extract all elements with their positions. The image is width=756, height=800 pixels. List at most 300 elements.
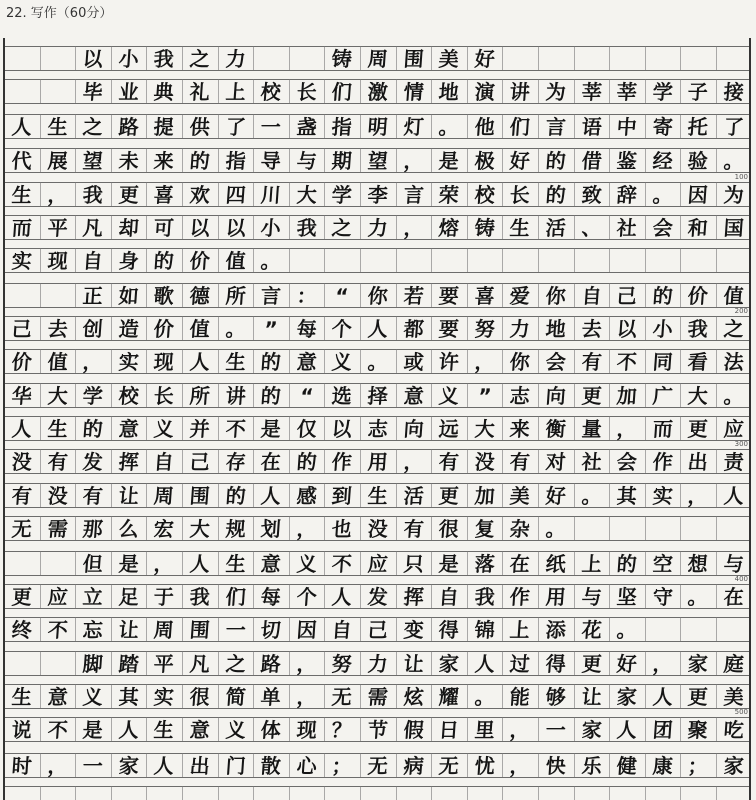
grid-cell-divider (609, 46, 610, 70)
handwritten-character: 好 (616, 651, 638, 676)
handwritten-character: 美 (438, 46, 460, 71)
grid-cell-divider (716, 46, 717, 70)
handwritten-character: 我 (82, 182, 104, 207)
handwritten-character: 义 (224, 717, 247, 742)
handwritten-character: 以 (188, 215, 211, 240)
handwritten-character: 言 (260, 283, 282, 308)
handwritten-character: 远 (438, 416, 460, 441)
handwritten-character: 。 (616, 617, 638, 642)
handwritten-character: 都 (402, 316, 425, 341)
handwritten-character: 更 (687, 684, 710, 709)
handwritten-character: 很 (188, 684, 211, 709)
handwritten-character: 挥 (117, 449, 140, 474)
handwritten-character: 广 (651, 383, 674, 408)
handwritten-character: 花 (580, 617, 603, 642)
handwritten-character: 终 (10, 617, 33, 642)
handwritten-character: ， (295, 516, 318, 541)
handwritten-character: 人 (153, 753, 176, 778)
handwritten-character: 生 (153, 717, 176, 742)
handwritten-character: 变 (402, 617, 425, 642)
handwritten-character: 有 (82, 483, 104, 508)
word-count-marker: 200 (734, 307, 748, 315)
handwritten-character: 责 (722, 449, 745, 474)
grid-cell-divider (609, 516, 610, 540)
handwritten-character: 是 (117, 551, 140, 576)
handwritten-character: 有 (509, 449, 532, 474)
handwritten-character: 散 (260, 753, 282, 778)
handwritten-character: 脚 (82, 651, 104, 676)
handwritten-character: 为 (722, 182, 745, 207)
handwritten-character: 未 (117, 148, 140, 173)
grid-cell-divider (75, 786, 76, 800)
handwritten-character: 长 (509, 182, 532, 207)
handwritten-character: 我 (687, 316, 710, 341)
handwritten-character: 量 (580, 416, 603, 441)
handwritten-character: 讲 (224, 383, 247, 408)
handwritten-character: ， (46, 182, 69, 207)
handwritten-character: 的 (260, 349, 282, 374)
handwritten-character: 忘 (82, 617, 104, 642)
handwritten-character: 个 (331, 316, 354, 341)
handwritten-character: 社 (580, 449, 603, 474)
handwritten-character: 更 (580, 651, 603, 676)
grid-cell-divider (538, 46, 539, 70)
handwritten-character: 李 (366, 182, 389, 207)
handwritten-character: 有 (10, 483, 33, 508)
handwritten-character: 吃 (722, 717, 745, 742)
handwritten-character: 好 (544, 483, 567, 508)
grid-cell-divider (716, 617, 717, 641)
handwritten-character: 要 (438, 316, 460, 341)
handwritten-character: ； (331, 753, 354, 778)
handwritten-character: 也 (331, 516, 354, 541)
grid-cell-divider (680, 46, 681, 70)
handwritten-character: 生 (224, 349, 247, 374)
handwritten-character: 自 (153, 449, 176, 474)
handwritten-character: 来 (509, 416, 532, 441)
grid-line (3, 272, 750, 273)
handwritten-character: 对 (544, 449, 567, 474)
grid-cell-divider (645, 786, 646, 800)
handwritten-character: 每 (295, 316, 318, 341)
handwritten-character: 没 (10, 449, 33, 474)
handwritten-character: 凡 (82, 215, 104, 240)
handwritten-character: 美 (509, 483, 532, 508)
handwritten-character: 活 (544, 215, 567, 240)
handwritten-character: 让 (402, 651, 425, 676)
handwritten-character: 聚 (687, 717, 710, 742)
handwritten-character: 用 (544, 584, 567, 609)
handwritten-character: 造 (117, 316, 140, 341)
handwritten-character: 应 (366, 551, 389, 576)
question-header: 22. 写作（60分） (6, 6, 113, 21)
handwritten-character: 更 (687, 416, 710, 441)
handwritten-character: 所 (224, 283, 247, 308)
handwritten-character: 借 (580, 148, 603, 173)
handwritten-character: 不 (46, 717, 69, 742)
handwritten-character: 灯 (402, 114, 425, 139)
handwritten-character: 家 (117, 753, 140, 778)
handwritten-character: 价 (687, 283, 710, 308)
handwritten-character: 演 (473, 79, 496, 104)
handwritten-character: ， (295, 684, 318, 709)
grid-cell-divider (680, 786, 681, 800)
handwritten-character: 不 (224, 416, 247, 441)
grid-cell-divider (716, 516, 717, 540)
handwritten-character: 需 (46, 516, 69, 541)
handwritten-character: 的 (544, 182, 567, 207)
handwritten-character: 围 (188, 617, 211, 642)
handwritten-character: 没 (46, 483, 69, 508)
handwritten-character: 而 (651, 416, 674, 441)
handwritten-character: 是 (82, 717, 104, 742)
grid-cell-divider (396, 248, 397, 272)
word-count-marker: 500 (734, 708, 748, 716)
handwritten-character: 身 (117, 248, 140, 273)
handwritten-character: 以 (82, 46, 104, 71)
handwritten-character: 么 (117, 516, 140, 541)
handwritten-character: 是 (438, 148, 460, 173)
handwritten-character: 了 (722, 114, 745, 139)
grid-cell-divider (146, 786, 147, 800)
handwritten-character: 接 (722, 79, 745, 104)
handwritten-character: 有 (402, 516, 425, 541)
handwritten-character: ” (477, 383, 493, 408)
handwritten-character: 校 (117, 383, 140, 408)
handwritten-character: 价 (188, 248, 211, 273)
handwritten-character: 意 (260, 551, 282, 576)
handwritten-character: 致 (580, 182, 603, 207)
handwritten-character: 应 (722, 416, 745, 441)
handwritten-character: 因 (295, 617, 318, 642)
grid-cell-divider (538, 248, 539, 272)
handwritten-character: ： (295, 283, 318, 308)
handwritten-character: 期 (331, 148, 354, 173)
handwritten-character: 人 (117, 717, 140, 742)
handwritten-character: 值 (188, 316, 211, 341)
handwritten-character: 。 (224, 316, 247, 341)
handwritten-character: 以 (616, 316, 638, 341)
handwritten-character: 言 (402, 182, 425, 207)
grid-cell-divider (396, 786, 397, 800)
handwritten-character: 假 (402, 717, 425, 742)
grid-cell-divider (218, 786, 219, 800)
handwritten-character: 看 (687, 349, 710, 374)
handwritten-character: 因 (687, 182, 710, 207)
handwritten-character: 过 (509, 651, 532, 676)
handwritten-character: 无 (438, 753, 460, 778)
handwritten-character: 作 (651, 449, 674, 474)
handwritten-character: 日 (438, 717, 460, 742)
handwritten-character: 不 (46, 617, 69, 642)
handwritten-character: 意 (46, 684, 69, 709)
handwritten-character: 长 (153, 383, 176, 408)
grid-cell-divider (324, 786, 325, 800)
handwritten-character: 们 (509, 114, 532, 139)
handwritten-character: 体 (260, 717, 282, 742)
handwritten-character: 时 (10, 753, 33, 778)
handwritten-character: 人 (188, 349, 211, 374)
grid-cell-divider (538, 786, 539, 800)
grid-cell-divider (40, 46, 41, 70)
handwritten-character: 会 (651, 215, 674, 240)
handwritten-character: 意 (402, 383, 425, 408)
handwritten-character: ， (402, 449, 425, 474)
grid-cell-divider (574, 46, 575, 70)
handwritten-character: 却 (117, 215, 140, 240)
handwritten-character: 忧 (473, 753, 496, 778)
handwritten-character: 。 (544, 516, 567, 541)
grid-cell-divider (289, 46, 290, 70)
handwritten-character: 义 (82, 684, 104, 709)
handwritten-character: 能 (509, 684, 532, 709)
handwritten-character: 生 (10, 182, 33, 207)
handwritten-character: 不 (331, 551, 354, 576)
handwritten-character: 自 (82, 248, 104, 273)
handwritten-character: 礼 (188, 79, 211, 104)
handwritten-character: 每 (260, 584, 282, 609)
handwritten-character: 荣 (438, 182, 460, 207)
handwritten-character: 自 (438, 584, 460, 609)
handwritten-character: 坚 (616, 584, 638, 609)
handwritten-character: ， (616, 416, 638, 441)
handwritten-character: 小 (260, 215, 282, 240)
handwritten-character: 到 (331, 483, 354, 508)
handwritten-character: 值 (722, 283, 745, 308)
handwritten-character: 切 (260, 617, 282, 642)
handwritten-character: 寄 (651, 114, 674, 139)
grid-cell-divider (502, 248, 503, 272)
handwritten-character: 熔 (438, 215, 460, 240)
handwritten-character: 的 (153, 248, 176, 273)
handwritten-character: 莘 (580, 79, 603, 104)
handwritten-character: 选 (331, 383, 354, 408)
handwritten-character: 的 (544, 148, 567, 173)
handwritten-character: 发 (82, 449, 104, 474)
handwritten-character: 、 (580, 215, 603, 240)
grid-cell-divider (40, 79, 41, 103)
handwritten-character: 同 (651, 349, 674, 374)
handwritten-character: 。 (722, 148, 745, 173)
handwritten-character: 更 (10, 584, 33, 609)
handwritten-character: 加 (616, 383, 638, 408)
handwritten-character: ， (46, 753, 69, 778)
handwritten-character: 国 (722, 215, 745, 240)
handwritten-character: 一 (260, 114, 282, 139)
handwritten-character: 加 (473, 483, 496, 508)
handwritten-character: 没 (366, 516, 389, 541)
handwritten-character: 鉴 (616, 148, 638, 173)
handwritten-character: 需 (366, 684, 389, 709)
handwritten-character: 价 (153, 316, 176, 341)
handwritten-character: 如 (117, 283, 140, 308)
handwritten-character: 其 (117, 684, 140, 709)
handwritten-character: 。 (722, 383, 745, 408)
handwritten-character: 激 (366, 79, 389, 104)
handwritten-character: 路 (117, 114, 140, 139)
handwritten-character: 更 (117, 182, 140, 207)
handwritten-character: 之 (722, 316, 745, 341)
handwritten-character: 大 (295, 182, 318, 207)
handwritten-character: 与 (580, 584, 603, 609)
handwritten-character: 校 (260, 79, 282, 104)
handwritten-character: 平 (153, 651, 176, 676)
handwritten-character: 。 (366, 349, 389, 374)
handwritten-character: 择 (366, 383, 389, 408)
handwritten-character: 有 (46, 449, 69, 474)
handwritten-character: 以 (224, 215, 247, 240)
handwritten-character: 单 (260, 684, 282, 709)
handwritten-character: ， (153, 551, 176, 576)
handwritten-character: 义 (438, 383, 460, 408)
handwritten-character: 立 (82, 584, 104, 609)
handwritten-character: 其 (616, 483, 638, 508)
grid-cell-divider (467, 786, 468, 800)
handwritten-character: 的 (82, 416, 104, 441)
handwritten-character: 划 (260, 516, 282, 541)
handwritten-character: 人 (188, 551, 211, 576)
handwritten-character: 生 (10, 684, 33, 709)
handwritten-character: 那 (82, 516, 104, 541)
handwritten-character: 添 (544, 617, 567, 642)
handwritten-character: ， (402, 148, 425, 173)
handwritten-character: 围 (402, 46, 425, 71)
handwritten-character: 足 (117, 584, 140, 609)
handwritten-character: 上 (224, 79, 247, 104)
handwritten-character: 只 (402, 551, 425, 576)
handwritten-character: 现 (46, 248, 69, 273)
handwritten-character: 你 (544, 283, 567, 308)
handwritten-character: 在 (722, 584, 745, 609)
handwritten-character: 铸 (473, 215, 496, 240)
grid-cell-divider (182, 786, 183, 800)
handwritten-character: 挥 (402, 584, 425, 609)
grid-cell-divider (680, 617, 681, 641)
handwritten-character: ， (509, 717, 532, 742)
handwritten-character: 生 (46, 416, 69, 441)
handwritten-character: 周 (153, 617, 176, 642)
handwritten-character: 规 (224, 516, 247, 541)
handwritten-character: 没 (473, 449, 496, 474)
handwritten-character: 家 (687, 651, 710, 676)
grid-cell-divider (716, 248, 717, 272)
handwritten-character: 我 (188, 584, 211, 609)
handwritten-character: 四 (224, 182, 247, 207)
handwritten-character: 长 (295, 79, 318, 104)
handwritten-character: 纸 (544, 551, 567, 576)
handwritten-character: 指 (224, 148, 247, 173)
handwritten-character: 向 (544, 383, 567, 408)
handwritten-character: 人 (722, 483, 745, 508)
handwritten-character: 小 (651, 316, 674, 341)
grid-cell-divider (111, 786, 112, 800)
handwritten-character: 更 (438, 483, 460, 508)
handwritten-character: 出 (188, 753, 211, 778)
handwritten-character: 家 (616, 684, 638, 709)
handwritten-character: 和 (687, 215, 710, 240)
handwritten-character: 的 (651, 283, 674, 308)
handwritten-character: 实 (153, 684, 176, 709)
handwritten-character: 力 (366, 651, 389, 676)
handwritten-character: 许 (438, 349, 460, 374)
grid-cell-divider (40, 651, 41, 675)
handwritten-character: 用 (366, 449, 389, 474)
handwritten-character: 周 (366, 46, 389, 71)
handwritten-character: 盏 (295, 114, 318, 139)
handwritten-character: 校 (473, 182, 496, 207)
handwritten-character: 得 (438, 617, 460, 642)
handwritten-character: 之 (224, 651, 247, 676)
handwritten-character: 志 (366, 416, 389, 441)
handwritten-character: 很 (438, 516, 460, 541)
handwritten-character: 说 (10, 717, 33, 742)
handwritten-character: 凡 (188, 651, 211, 676)
handwritten-character: ， (402, 215, 425, 240)
handwritten-character: 为 (544, 79, 567, 104)
handwritten-character: 意 (117, 416, 140, 441)
handwritten-character: 大 (188, 516, 211, 541)
handwritten-character: 的 (260, 383, 282, 408)
handwritten-character: 一 (544, 717, 567, 742)
handwritten-character: 们 (224, 584, 247, 609)
grid-cell-divider (431, 248, 432, 272)
handwritten-character: 业 (117, 79, 140, 104)
handwritten-character: 不 (616, 349, 638, 374)
handwritten-character: 健 (616, 753, 638, 778)
handwritten-character: 之 (82, 114, 104, 139)
handwritten-character: ， (509, 753, 532, 778)
handwritten-character: 值 (46, 349, 69, 374)
handwritten-character: 感 (295, 483, 318, 508)
handwritten-character: 复 (473, 516, 496, 541)
handwritten-character: 我 (473, 584, 496, 609)
handwritten-character: 病 (402, 753, 425, 778)
handwritten-character: 力 (366, 215, 389, 240)
handwritten-character: 中 (616, 114, 638, 139)
handwritten-character: 作 (331, 449, 354, 474)
handwritten-character: 人 (473, 651, 496, 676)
handwritten-character: 歌 (153, 283, 176, 308)
handwritten-character: 有 (438, 449, 460, 474)
handwritten-character: 可 (153, 215, 176, 240)
handwritten-character: 学 (82, 383, 104, 408)
handwritten-character: 人 (651, 684, 674, 709)
handwritten-character: 无 (331, 684, 354, 709)
handwritten-character: 语 (580, 114, 603, 139)
handwritten-character: 空 (651, 551, 674, 576)
handwritten-character: 学 (651, 79, 674, 104)
grid-cell-divider (716, 786, 717, 800)
handwritten-character: 去 (46, 316, 69, 341)
handwritten-character: 德 (188, 283, 211, 308)
handwritten-character: 让 (580, 684, 603, 709)
handwritten-character: 自 (580, 283, 603, 308)
handwritten-character: 川 (260, 182, 282, 207)
handwritten-character: 经 (651, 148, 674, 173)
grid-cell-divider (253, 786, 254, 800)
handwritten-character: 活 (402, 483, 425, 508)
handwritten-character: 小 (117, 46, 140, 71)
handwritten-character: 喜 (153, 182, 176, 207)
handwritten-character: 意 (295, 349, 318, 374)
grid-cell-divider (289, 786, 290, 800)
handwritten-character: 庭 (722, 651, 745, 676)
handwritten-character: 典 (153, 79, 176, 104)
handwritten-character: 以 (331, 416, 354, 441)
grid-cell-divider (609, 786, 610, 800)
handwritten-character: 守 (651, 584, 674, 609)
grid-cell-divider (680, 248, 681, 272)
